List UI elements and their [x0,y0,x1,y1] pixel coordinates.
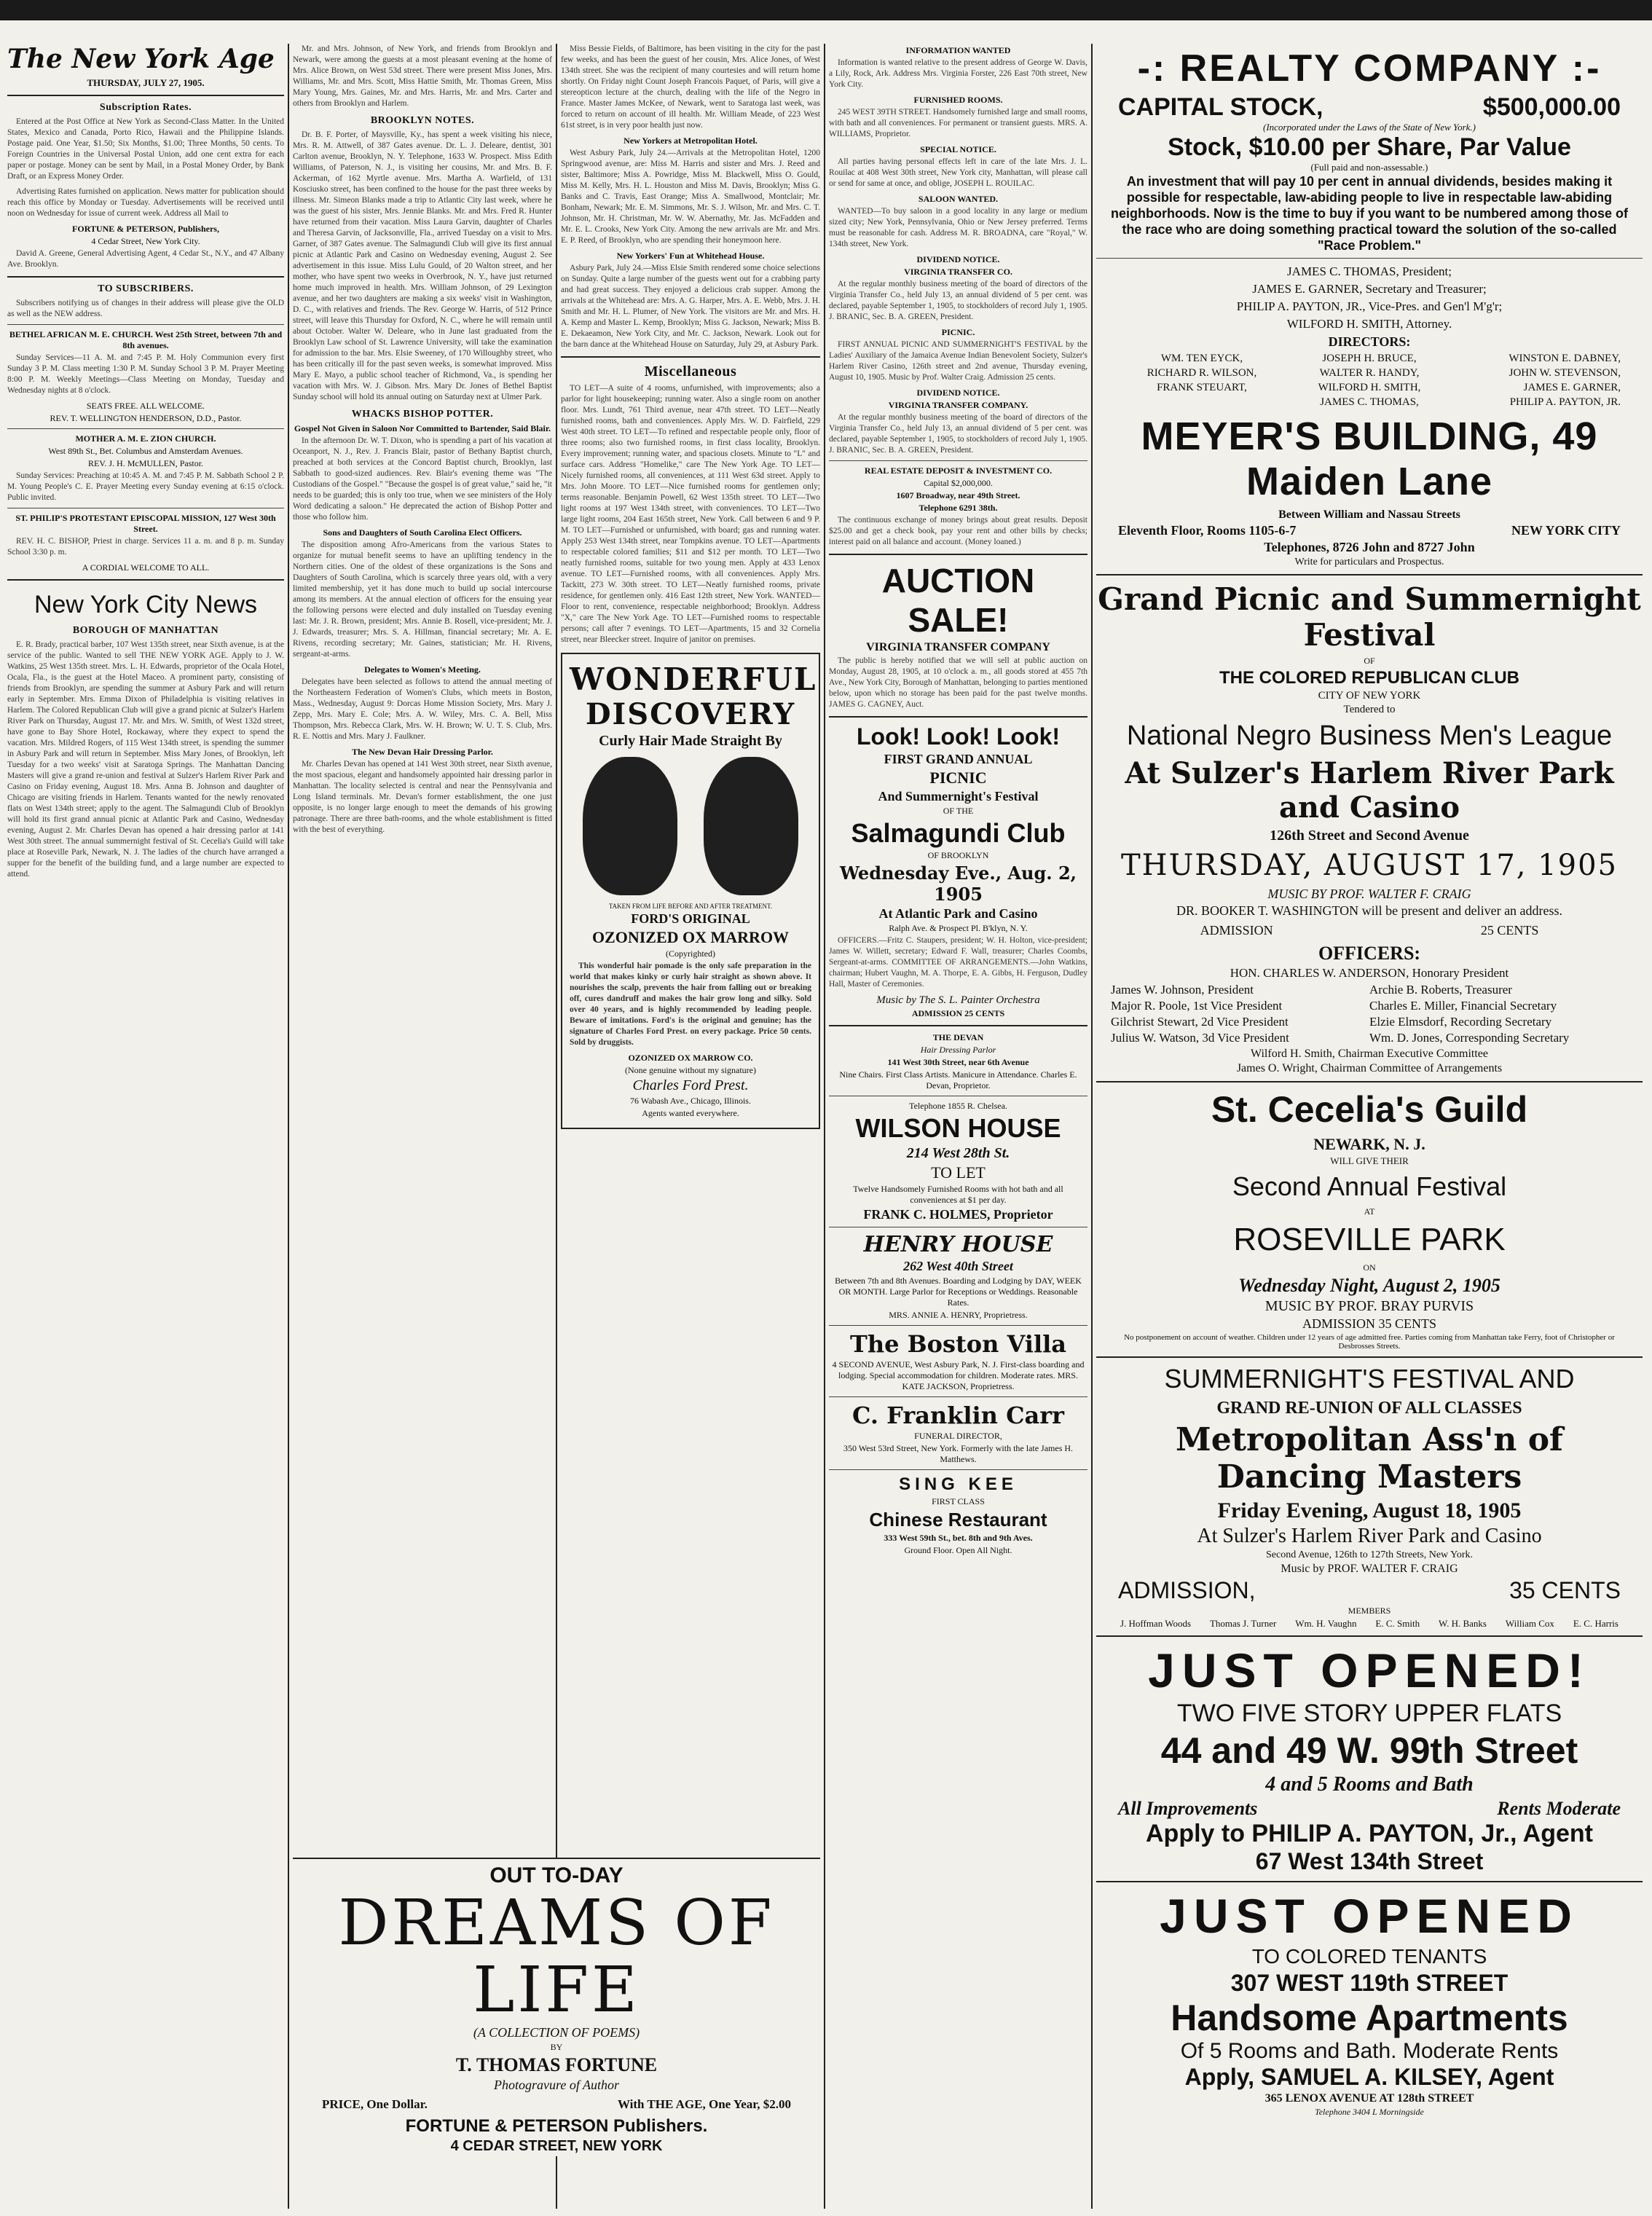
capital-amount: $500,000.00 [1482,93,1621,121]
book-author: T. THOMAS FORTUNE [455,2054,658,2075]
book-publisher-address: 4 CEDAR STREET, NEW YORK [450,2138,663,2154]
book-title: DREAMS OF LIFE [338,1887,775,2027]
salma-of-brooklyn: OF BROOKLYN [927,850,989,860]
director: JAMES C. THOMAS, [1320,396,1419,408]
dividend-heading: DIVIDEND NOTICE. [916,254,1000,264]
st-philip-heading: ST. PHILIP'S PROTESTANT EPISCOPAL MISSION, 127 West 30th Street. [15,513,276,534]
directors-list [1096,351,1643,409]
member: E. C. Harris [1573,1618,1618,1629]
apply-kilsey: Apply, SAMUEL A. KILSEY, Agent [1184,2064,1554,2090]
member: W. H. Banks [1439,1618,1487,1629]
subscription-heading: Subscription Rates. [99,102,192,113]
out-today: OUT TO-DAY [489,1863,624,1887]
sulzer-venue-2: At Sulzer's Harlem River Park and Casino [1197,1525,1542,1547]
cecelia-music: MUSIC BY PROF. BRAY PURVIS [1264,1298,1474,1314]
member: E. C. Smith [1375,1618,1420,1629]
cecelia-newark: NEWARK, N. J. [1313,1135,1425,1153]
boston-desc: 4 SECOND AVENUE, West Asbury Park, N. J. First-class boarding and lodging. Special accommodation for children. Moderate rates. MRS. KATE JACKSON, Proprietress. [832,1359,1085,1391]
gospel-text: In the afternoon Dr. W. T. Dixon, who is spending a part of his vacation at Oceanport, N. J., Rev. J. Francis Blair, pastor of Bethany Baptist church, preached at both services at the Concord Baptist church, Brooklyn, last Sabbath to good-sized audiences. Rev. Blair's evening theme was "The Custodians of the Gospel." "Because the gospel is of great value," said he, "it needs to be guarded; this is only too true, when we see ministers of the Holy Word dedicating a saloon." He deprecated the action of Bishop Potter and those who follow him. [293,436,552,522]
improvements: All Improvements [1118,1798,1258,1819]
special-text: All parties having personal effects left in care of the late Mrs. J. L. Rouilac at 408 West 30th street, New York city, Manhattan, will please call or send for same at once, and oblige, JOSEPH L. ROUILAC. [829,157,1087,188]
lenox-address: 365 LENOX AVENUE AT 128th STREET [1264,2092,1474,2105]
w119-address: 307 WEST 119th STREET [1230,1970,1509,1996]
officer-vice-president: PHILIP A. PAYTON, JR., Vice-Pres. and Gen'l M'g'r; [1236,299,1503,313]
furnished-text: 245 WEST 39TH STREET. Handsomely furnished large and small rooms, with bath and all conveniences. For permanent or transient guests. MRS. A. WILLIAMS, Proprietor. [829,108,1087,138]
sons-heading: Sons and Daughters of South Carolina Elect Officers. [323,527,522,538]
agent-text: David A. Greene, General Advertising Agent, 4 Cedar St., N.Y., and 47 Albany Ave. Brooklyn. [7,249,284,269]
business-league: National Negro Business Men's League [1126,720,1613,751]
member: William Cox [1505,1618,1554,1629]
cordial-welcome: A CORDIAL WELCOME TO ALL. [82,562,210,573]
delegates-heading: Delegates to Women's Meeting. [364,664,481,675]
seats-free: SEATS FREE. ALL WELCOME. [86,401,205,411]
wilson-proprietor: FRANK C. HOLMES, Proprietor [863,1207,1053,1222]
ad-company: OZONIZED OX MARROW CO. [628,1053,753,1063]
wilson-phone: Telephone 1855 R. Chelsea. [909,1101,1007,1111]
before-after-portraits [570,757,811,895]
advertising-text: Advertising Rates furnished on application. News matter for publication should reach this office by Monday or Tuesday. Advertisements will be received until noon on Wednesday for issue of current week. Address all Mail to [7,187,284,218]
carr-title: FUNERAL DIRECTOR, [914,1431,1002,1441]
tendered-to: Tendered to [1343,704,1396,715]
carr-name: C. Franklin Carr [851,1402,1064,1429]
book-by: BY [550,2042,563,2052]
sing-first-class: FIRST CLASS [932,1496,985,1506]
wilson-desc: Twelve Handsomely Furnished Rooms with hot bath and all conveniences at $1 per day. [853,1184,1063,1205]
vtc-heading: VIRGINIA TRANSFER CO. [904,267,1012,277]
auction-heading: AUCTION SALE! [881,562,1035,639]
devan-ad-sub: Hair Dressing Parlor [920,1045,996,1055]
zion-heading: MOTHER A. M. E. ZION CHURCH. [75,433,216,444]
real-estate-address: 1607 Broadway, near 49th Street. [896,490,1020,500]
brooklyn-notes-text: Dr. B. F. Porter, of Maysville, Ky., has spent a week visiting his niece, Mrs. R. M. Attwell, of 387 Gates avenue. Dr. L. J. Deleare, dentist, 301 Carlton avenue, Brooklyn, N. Y. Telephone, 1633 W. Prospect. Miss Edith Williams, of Paterson, N. J., is visiting her cousins, Mr. and Mrs. B. F. Ackerman, of 162 Myrtle avenue. Mrs. Martha A. Warfield, of 131 Kosciusko street, has been confined to the house for the past three weeks by illness. Mr. Simeon Blanks made a trip to Atlantic City last week, where he was the guest of his sister, Mrs. Jennie Blanks. Mr. and Mrs. Fred R. Hunter have returned from their vacation. Miss Laura Garvin, daughter of Charles and Theresa Garvin, of Jacksonville, Fla., arrived Tuesday on a visit to Mrs. Garner, of 387 Gates avenue. The Salmagundi Club will give its first annual picnic at Atlantic Park and Casino on Wednesday evening, August 2. See advertisement in this issue. Miss Lulu Gould, of 20 Walton street, and her mother, who have spent two weeks in Overbrook, N. Y., have just returned home much improved in health. Mrs. William Johnson, of 29 Lexington avenue, and her two daughters are making a six weeks' visit in Washington, D. C., with relatives and friends. The Rev. George W. Harris, of 512 Prince street, will leave this Thursday for Oxford, N. C., where he will remain until about October. Walter W. Deleare, who in June last graduated from the Brooklyn Law school of St. Lawrence University, will take the examination for admission to the bar. Mrs. Elsie Sweeney, of 170 Willoughby street, who has been critically ill for the past seven weeks, is somewhat improved. Miss Mary E. Mayo, a public school teacher of Richmond, Va., is spending her vacation with Mrs. W. J. Gibson. Mrs. Mary Dr. Jones of Bethel Baptist Sunday school will hold its annual outing on Saturday next at Ulmer Park. [293,130,552,401]
reunion-music: Music by PROF. WALTER F. CRAIG [1281,1563,1458,1575]
social-notes-text: Mr. and Mrs. Johnson, of New York, and friends from Brooklyn and Newark, were among the guests at a most pleasant evening at the home of Mrs. Alice Brown, on West 53d street. There were present Miss Jones, Mrs. Williams, Mr. and Mrs. Scott, Miss Hattie Smith, Mr. Thomas Green, Miss Mary Young, Mrs. Gaines, Mr. and Mrs. Harris, Mr. and Mrs. Carter and others from Brooklyn and Harlem. [293,44,552,108]
book-with-age: With THE AGE, One Year, $2.00 [617,2097,791,2111]
auction-text: The public is hereby notified that we will sell at public auction on Monday, August 28, 1905, at 10 o'clock a. m., all goods stored at 455 7th Ave., New York City, Borough of Manhattan, belonging to parties mentioned below, upon which no storage has been paid for the past twelve months. JAMES G. CAGNEY, Auct. [829,656,1087,709]
roseville-park: ROSEVILLE PARK [1233,1222,1506,1257]
book-subtitle: (A COLLECTION OF POEMS) [473,2025,640,2040]
just-opened-heading: JUST OPENED! [1148,1643,1591,1697]
members-heading: MEMBERS [1348,1606,1391,1616]
officer: Gilchrist Stewart, 2d Vice President [1111,1015,1289,1029]
republican-club: THE COLORED REPUBLICAN CLUB [1219,668,1519,688]
apply-payton: Apply to PHILIP A. PAYTON, Jr., Agent [1146,1820,1593,1847]
director: JAMES E. GARNER, [1523,382,1621,393]
salma-festival: And Summernight's Festival [878,789,1039,804]
henry-address: 262 West 40th Street [903,1259,1013,1273]
bethel-text: Sunday Services—11 A. M. and 7:45 P. M. Holy Communion every first Sunday 3 P. M. Class meeting 1:30 P. M. Sunday School 3 P. M. Prayer Meeting 8:00 P. M. Weekly Meetings—Class Meeting on Monday, Tuesday and Wednesday nights at 8 o'clock. [7,353,284,395]
whitehead-heading: New Yorkers' Fun at Whitehead House. [616,251,765,261]
whacks-heading: WHACKS BISHOP POTTER. [351,409,494,420]
book-price: PRICE, One Dollar. [322,2097,428,2111]
second-annual: Second Annual Festival [1232,1171,1507,1201]
full-paid: (Full paid and non-assessable.) [1310,162,1428,173]
capital-stock [1096,93,1643,122]
capital-label: CAPITAL STOCK, [1118,93,1323,121]
salma-venue-address: Ralph Ave. & Prospect Pl. B'klyn, N. Y. [889,923,1028,933]
classified-text: TO LET—A suite of 4 rooms, unfurnished, with improvements; also a parlor for light housekeeping; running water. Also a single room on another floor. Mrs. Lundt, 761 Third avenue, near 47th street. TO LET—Neatly furnished rooms, bath and conveniences. Apply Mrs. W. D. Fairfield, 229 West 40th street. TO LET—To refined and respectable people only, floor of three rooms; also two furnished rooms, in first class locality, Brooklyn. Every improvement; running water, and spacious closets. Minute to "L" and surface cars. Address "Homelike," care The New York Age. TO LET—Nicely furnished rooms, all conveniences, at 111 West 63d street. Apply to Mrs. John Moore. TO LET—Nice furnished rooms for gentlemen only; terms reasonable. Benjamin Powell, 62 West 135th street. TO LET—Two light rooms at 197 West 134th street, with conveniences. TO LET—Two large light rooms, 204 East 165th street, New York. Call between 6 and 9 P. M. TO LET—Furnished or unfurnished, with board; gas and running water. Apply 253 West 134th street, near Tompkins avenue. TO LET—Apartments to respectable colored families; $11 and $12 per month. TO LET—Two neatly furnished rooms, suitable for two young men. Apply at 433 Lenox avenue. TO LET—Furnished rooms, with all conveniences. Apply Mrs. Tackitt, 273 W. 30th street. TO LET—Neatly furnished rooms, private residence, for gentlemen only. 416 East 12th street, New York. WANTED—Floor to rent, convenience, respectable neighborhood; Brooklyn. Address "X," care The New York Age. TO LET—Furnished rooms to respectable persons; call after 7 evenings. TO LET—Apartments, 15 and 32 Cornelia street, near Bleecker street. Inquire of janitor on premises. [561,384,820,644]
delegates-text: Delegates have been selected as follows to attend the annual meeting of the Northeastern Federation of Women's Clubs, which meets in Boston, Mass., Wednesday, August 9: Dorcas Home Mission Society, Mrs. Mary J. Zepp, Mrs. Mary E. Cole; Mrs. A. W. Wiley, Mrs. C. A. Bell, Miss Thompson, Mrs. Rebecca Clark, Mrs. W. H. Brown; W. U. T. S. Club, Mrs. R. E. Nottis and Mrs. Mary J. Faulkner. [293,677,552,741]
whitehead-text: Asbury Park, July 24.—Miss Elsie Smith rendered some choice selections on Sunday. Quite a large number of the guests went out for a crabbing party and had great success. They enjoyed a delicious crab supper. Among the arrivals at the Whitehead are: Mrs. A. G. Harper, Mrs. A. E. Webb, Mrs. J. H. Smith and Mr. H. L. Plumer, of New York. The visitors are Mr. and Mrs. H. A. Kemp and Master L. Kemp, Brooklyn; Miss G. Jackson, Newark; Miss B. E. Dekaeamon, New York City, and Mr. C. Jackson, Newark. Look out for the barn dance at the Whitehead House on Saturday, July 29, at Asbury Park. [561,264,820,349]
director: WM. TEN EYCK, [1160,353,1243,364]
incorporated: (Incorporated under the Laws of the State of New York.) [1262,122,1476,133]
honorary-president: HON. CHARLES W. ANDERSON, Honorary President [1230,966,1509,980]
officer-president: JAMES C. THOMAS, President; [1287,264,1452,278]
column-5 [1096,44,1643,2209]
club-officers [1096,982,1643,1046]
info-wanted-heading: INFORMATION WANTED [905,45,1011,55]
cecelia-guild: St. Cecelia's Guild [1211,1089,1528,1130]
devan-ad-desc: Nine Chairs. First Class Artists. Manicure in Attendance. Charles E. Devan, Proprietor. [839,1069,1077,1091]
directors-heading: DIRECTORS: [1328,334,1411,349]
brooklyn-notes-heading: BROOKLYN NOTES. [370,115,475,126]
salma-officers: OFFICERS.—Fritz C. Staupers, president; W. H. Holton, vice-president; James W. Willett, secretary; Edward F. Wall, treasurer; Charles Coombs, Sergeant-at-arms. COMMITTEE OF ARRANGEMENTS.—John Watkins, chairman; Hubert Vaughn, M. A. Thorpe, E. A. Gibbs, H. Ferguson, Dudley Hall, Master of Ceremonies. [829,936,1087,989]
metropolitan-heading: New Yorkers at Metropolitan Hotel. [624,135,758,146]
masthead-title: The New York Age [7,44,275,74]
salma-of-the: OF THE [943,806,974,816]
reunion-admission-label: ADMISSION, [1118,1577,1256,1603]
venue-street: 126th Street and Second Avenue [1270,828,1469,844]
officers-heading: OFFICERS: [1318,943,1421,964]
grand-reunion: GRAND RE-UNION OF ALL CLASSES [1216,1399,1522,1418]
book-photo: Photogravure of Author [494,2078,619,2092]
director: RICHARD R. WILSON, [1146,367,1257,379]
salma-first-grand: FIRST GRAND ANNUAL [884,752,1033,766]
zion-text: Sunday Services: Preaching at 10:45 A. M. and 7:45 P. M. Sabbath School 2 P. M. Young People's C. E. Prayer Meeting every Sunday evening at 6:15 o'clock. Public invited. [7,471,284,502]
borough-heading: BOROUGH OF MANHATTAN [72,625,219,636]
friday-date: Friday Evening, August 18, 1905 [1217,1498,1522,1522]
cecelia-notice: No postponement on account of weather. Children under 12 years of age admitted free. Parties coming from Manhattan take Ferry, foot of Christopher or Desbrosses Streets. [1124,1333,1615,1351]
bethel-heading: BETHEL AFRICAN M. E. CHURCH. West 25th Street, between 7th and 8th avenues. [9,329,283,350]
subscribers-heading: TO SUBSCRIBERS. [98,283,194,294]
real-estate-phone: Telephone 6291 38th. [919,503,998,513]
real-estate-heading: REAL ESTATE DEPOSIT & INVESTMENT CO. [864,465,1053,476]
zion-pastor: REV. J. H. McMULLEN, Pastor. [87,458,204,468]
ad-product: OZONIZED OX MARROW [591,928,790,946]
meyer-building: MEYER'S BUILDING, 49 Maiden Lane [1141,414,1598,503]
city-news-text: E. R. Brady, practical barber, 107 West 135th street, near Sixth avenue, is at the service of the public. Wanted to sell THE NEW YORK AGE. Apply to J. W. Watkins, 25 West 135th street. Mrs. L. H. Edwards, proprietor of the Ocala Hotel, Ocala, Fla., is the guest at the Hotel Maceo. A prominent party, consisting of friends from Brooklyn, are spending the summer at Asbury Park and will return early in September. Mrs. Emma Dixon of Philadelphia is visiting relatives in Harlem. The Colored Republican Club will give a grand picnic at Sulzer's Harlem River Park on Thursday, August 17. Mr. and Mrs. W. Smith, of West 132d street, have gone to Bay Shore Hotel, Rockaway, where they expect to spend the vacation. Mrs. Mildred Rogers, of 115 West 134th street, is spending the summer in Asbury Park and will return in September. Miss Mary Jones, of Brooklyn, left Tuesday for a two weeks' visit at Saratoga Springs. The Manhattan Dancing Masters will give a grand re-union and festival at Sulzer's Harlem River Park and Casino on Friday evening, August 18. Mrs. Anna B. Johnson and daughter of Chicago are visiting friends in Harlem. Tenants wanted for the newly renovated flats on West 134th street; apply to the agent. The Salmagundi Club of Brooklyn will hold its first grand annual picnic at Atlantic Park and Casino, Wednesday evening, August 2. Mr. Charles Devan has opened a hair dressing parlor at 141 West 30th street. The annual summernight festival of St. Cecelia's Guild will take place at Roseville Park, Newark, N. J. The ladies of the church have arranged a supper for the benefit of the building fund, and a large number are expected to attend. [7,640,284,879]
furnished-heading: FURNISHED ROOMS. [913,95,1003,105]
director: WINSTON E. DABNEY, [1509,353,1621,364]
officer: Wm. D. Jones, Corresponding Secretary [1369,1031,1570,1045]
look-heading: Look! Look! Look! [856,723,1061,750]
boston-villa: The Boston Villa [850,1330,1066,1358]
summernights-festival: SUMMERNIGHT'S FESTIVAL AND [1164,1364,1575,1394]
ad-headline-2: DISCOVERY [585,697,796,731]
wilson-house: WILSON HOUSE [855,1113,1061,1143]
zion-subheading: West 89th St., Bet. Columbus and Amsterdam Avenues. [48,446,243,456]
salma-admission: ADMISSION 25 CENTS [911,1008,1005,1018]
officer: Elzie Elmsdorf, Recording Secretary [1369,1015,1552,1029]
five-rooms: Of 5 Rooms and Bath. Moderate Rents [1180,2039,1559,2063]
portrait-before-image [583,757,677,895]
real-estate-capital: Capital $2,000,000. [924,478,993,488]
sons-text: The disposition among Afro-Americans from the various States to organize for mutual benefit seems to have an uplifting tendency in the Northern cities. One of the oldest of these organizations is the Sons and Daughters of South Carolina, which is scarcely three years old, with a very limited membership, yet it has done much to build up social intercourse among its members. At the annual election of officers for the ensuing year the following persons were elected and duly installed on Tuesday evening last: Mr. J. R. Brown, president; Mrs. Annie B. Rosell, vice-president; Mr. J. J. Edwards, treasurer; Mrs. S. A. Hillman, financial secretary; Mr. A. E. Rivens, recording secretary; Mr. Gaines, statistician; Mr. H. Rivens, sergeant-at-arms. [293,541,552,659]
rents-moderate: Rents Moderate [1497,1798,1621,1819]
meyer-floor: Eleventh Floor, Rooms 1105-6-7 [1118,523,1297,538]
picnic-date: THURSDAY, AUGUST 17, 1905 [1121,849,1618,882]
cecelia-admission: ADMISSION 35 CENTS [1302,1316,1437,1331]
meyer-city: NEW YORK CITY [1511,523,1621,538]
dreams-of-life-ad [293,1858,820,2156]
just-opened-heading-2: JUST OPENED [1160,1889,1579,1943]
book-publisher: FORTUNE & PETERSON Publishers. [405,2116,708,2136]
investment-text: An investment that will pay 10 per cent in annual dividends, besides making it possible for respectable, law-abiding people to live in respectable law-abiding neighborhoods. Now is the time to buy if you want to be numbered among those of the race who are doing something practical toward the solution of the so-called "Race Problem." [1111,174,1629,253]
booker-washington: DR. BOOKER T. WASHINGTON will be present and deliver an address. [1176,903,1563,918]
devan-heading: The New Devan Hair Dressing Parlor. [352,747,493,757]
chinese-open: Ground Floor. Open All Night. [904,1545,1012,1555]
ad-agents: Agents wanted everywhere. [642,1108,739,1118]
grand-picnic-heading: Grand Picnic and Summernight Festival [1098,581,1641,653]
auction-company: VIRGINIA TRANSFER COMPANY [866,641,1050,653]
portrait-after-image [704,757,798,895]
devan-ad-address: 141 West 30th Street, near 6th Avenue [887,1057,1029,1067]
morningside-phone: Telephone 3404 L Morningside [1315,2107,1424,2117]
director: JOHN W. STEVENSON, [1509,367,1621,379]
realty-officers [1096,263,1643,333]
subscribers-text: Subscribers notifying us of changes in their address will please give the OLD as well as the NEW address. [7,299,284,318]
saloon-text: WANTED—To buy saloon in a good locality in any large or medium sized city; New York, Pennsylvania, Ohio or New Jersey preferred. Terms must be reasonable for cash. Address M. R. BROADNA, care "Royal," W. 134th street, New York. [829,207,1087,248]
admission-label: ADMISSION [1200,923,1273,938]
salma-date: Wednesday Eve., Aug. 2, 1905 [839,863,1077,905]
officer: Charles E. Miller, Financial Secretary [1369,999,1557,1013]
flats-address: 44 and 49 W. 99th Street [1160,1730,1578,1771]
member: Wm. H. Vaughn [1295,1618,1357,1629]
ad-tagline: Curly Hair Made Straight By [599,733,782,749]
gospel-subheading: Gospel Not Given in Saloon Nor Committed to Bartender, Said Blair. [294,423,551,433]
real-estate-text: The continuous exchange of money brings about great results. Deposit $25.00 and get a check book, pay your rent and other bills by checks; interest paid on all balance and account. (Money loaned.) [829,516,1087,546]
officer-attorney: WILFORD H. SMITH, Attorney. [1286,317,1452,331]
chinese-restaurant: Chinese Restaurant [869,1509,1047,1531]
exec-chairman: Wilford H. Smith, Chairman Executive Committee [1251,1048,1488,1060]
rooms-bath: 4 and 5 Rooms and Bath [1265,1773,1474,1796]
apply-address: 67 West 134th Street [1255,1848,1484,1874]
city-news-heading: New York City News [34,591,258,618]
club-city: CITY OF NEW YORK [1318,690,1421,702]
devan-text: Mr. Charles Devan has opened at 141 West 30th street, near Sixth avenue, the most spacious, elegant and handsomely appointed hair dressing parlor in Manhattan. The locality selected is central and near the Pennsylvania and Long Island terminals. Mr. Devan's former establishment, the one just opposite, is no longer large enough to meet the demands of his growing patronage. There are three bath-rooms, and the whole establishment is fitted with the best of everything. [293,760,552,834]
column-1 [7,44,284,2209]
director: WILFORD H. SMITH, [1318,382,1421,393]
subscription-text: Entered at the Post Office at New York as Second-Class Matter. In the United States, Mexico and Canada, Porto Rico, Hawaii and the Philippine Islands. Postage paid. One Year, $1.50; Six Months, $1.00; Three Months, 50 cents. To Foreign Countries in the Universal Postal Union, add one cent extra for each paper or postage. Money can be sent by Mail, in a Postal Money Order, by Bank Draft, or an Express Money Order. [7,117,284,181]
handsome-apartments: Handsome Apartments [1171,1997,1568,2038]
bethel-pastor: REV. T. WELLINGTON HENDERSON, D.D., Pastor. [50,413,242,423]
director: PHILIP A. PAYTON, JR. [1509,396,1621,408]
share-price: Stock, $10.00 per Share, Par Value [1168,133,1571,161]
chinese-address: 333 West 59th St., bet. 8th and 9th Aves. [884,1533,1033,1543]
cecelia-on: ON [1363,1262,1376,1273]
column-rule [288,44,289,2209]
cecelia-date: Wednesday Night, August 2, 1905 [1238,1275,1500,1296]
henry-house: HENRY HOUSE [863,1232,1053,1257]
wilson-to-let: TO LET [931,1163,986,1182]
director: JOSEPH H. BRUCE, [1322,353,1417,364]
ad-headline: WONDERFUL [570,661,817,697]
director: WALTER R. HANDY, [1319,367,1420,379]
member: Thomas J. Turner [1209,1618,1277,1629]
salma-music: Music by The S. L. Painter Orchestra [876,994,1040,1006]
ad-brand-line: FORD'S ORIGINAL [631,911,750,926]
salma-venue: At Atlantic Park and Casino [878,906,1038,921]
sulzer-venue: At Sulzer's Harlem River Park and Casino [1125,756,1614,825]
picnic-text: FIRST ANNUAL PICNIC AND SUMMERNIGHT'S FESTIVAL by the Ladies' Auxiliary of the Jamaica Avenue Indian Benevolent Society, Sulzer's Harlem River Casino, 126th street and 2nd avenue, Thursday evening, August 10, 1905. Music by Prof. Walter Craig. Admission 25 cents. [829,340,1087,382]
grand-of: OF [1364,656,1375,666]
arrangements-chairman: James O. Wright, Chairman Committee of Arrangements [1236,1062,1503,1074]
member: J. Hoffman Woods [1120,1618,1192,1629]
ad-address: 76 Wabash Ave., Chicago, Illinois. [630,1096,751,1106]
reunion-admission-price: 35 CENTS [1509,1577,1621,1603]
metropolitan-text: West Asbury Park, July 24.—Arrivals at the Metropolitan Hotel, 1200 Springwood avenue, are: Miss M. Harris and sister and Mrs. J. Reed and sister, Baltimore; Miss A. Powridge, Miss M. Blackwell, Miss O. Gould, Miss M. Kelly, Mrs. H. L. Houston and Miss M. Davis, Brooklyn; Miss G. Banks and C. Travis, East Orange; Miss A. Smallwood, Montclair; Mr. Bonham, Newark; Mr. E. M. Simmons, Mr. S. J. Wilson, Mr. and Mrs. C. T. Johnson, Mr. H. Christman, Mr. W. W. Abernathy, Mr. Jas. McFadden and Mr. E. L. Crooks, New York City. Among the new arrivals are Mr. and Mrs. E. P. Reed, of Brooklyn, who are spending their honeymoon here. [561,149,820,245]
special-heading: SPECIAL NOTICE. [920,144,996,154]
meyer-phones: Telephones, 8726 John and 8727 John [1264,540,1475,554]
issue-date: THURSDAY, JULY 27, 1905. [87,77,205,88]
sing-kee: SING KEE [899,1474,1018,1494]
officer-secretary: JAMES E. GARNER, Secretary and Treasurer; [1252,282,1487,296]
picnic-music: MUSIC BY PROF. WALTER F. CRAIG [1267,887,1471,901]
venue-second-ave: Second Avenue, 126th to 127th Streets, New York. [1266,1549,1473,1560]
vtc2-heading: VIRGINIA TRANSFER COMPANY. [888,400,1028,410]
wilson-address: 214 West 28th St. [906,1145,1010,1161]
scan-top-edge [0,0,1652,20]
ad-caption: TAKEN FROM LIFE BEFORE AND AFTER TREATMENT. [608,903,773,910]
salmagundi-club: Salmagundi Club [851,818,1066,848]
publisher-name: FORTUNE & PETERSON, Publishers, [72,224,219,234]
henry-proprietor: MRS. ANNIE A. HENRY, Proprietress. [889,1310,1028,1320]
meyer-between: Between William and Nassau Streets [1278,508,1460,521]
officer: Julius W. Watson, 3d Vice President [1111,1031,1289,1045]
publisher-address: 4 Cedar Street, New York City. [91,236,200,246]
ox-marrow-ad [561,653,820,1129]
officer: Archie B. Roberts, Treasurer [1369,983,1512,997]
henry-desc: Between 7th and 8th Avenues. Boarding and Lodging by DAY, WEEK OR MONTH. Large Parlor for Receptions or Weddings. Reasonable Rates. [835,1276,1082,1308]
two-five-story: TWO FIVE STORY UPPER FLATS [1176,1700,1562,1727]
carr-address: 350 West 53rd Street, New York. Formerly with the late James H. Matthews. [843,1443,1074,1464]
st-philip-text: REV. H. C. BISHOP, Priest in charge. Services 11 a. m. and 8 p. m. Sunday School 3:30 p. m. [7,537,284,557]
meyer-write: Write for particulars and Prospectus. [1294,557,1444,567]
admission-price: 25 CENTS [1480,923,1539,938]
saloon-heading: SALOON WANTED. [918,194,999,204]
director [1118,395,1286,409]
dancing-masters: Metropolitan Ass'n of Dancing Masters [1176,1421,1563,1496]
cecelia-will-give: WILL GIVE THEIR [1330,1155,1409,1166]
ad-copyright: (Copyrighted) [666,948,715,959]
colored-tenants: TO COLORED TENANTS [1251,1945,1487,1968]
column-4 [829,44,1087,2209]
cecelia-at: AT [1364,1206,1375,1217]
misc-notes-text: Miss Bessie Fields, of Baltimore, has been visiting in the city for the past few weeks, and has been the guest of her cousin, Mrs. Alice Jones, of West 134th street. She was the recipient of many courtesies and will return home shortly. On Friday night Count Joseph Francois Paquet, of Paris, will give a stereopticon lecture at the church, dealing with the life of the Negro in France. Master James McKee, of Newark, went to Saratoga last week, was forced to return on account of ill health. Mr. William Meade, of 223 West 61st street, is in very poor health just now. [561,44,820,130]
director: FRANK STEUART, [1157,382,1247,393]
dividend2-text: At the regular monthly business meeting of the board of directors of the Virginia Transfer Co., held July 13, an annual dividend of 5 per cent. was declared, payable September 1, 1905, to stockholders of record July 1, 1905. J. BRANIC, Sec. B. A. GREEN, President. [829,413,1087,455]
column-rule [824,44,825,2209]
officer: Major R. Poole, 1st Vice President [1111,999,1283,1013]
officer: James W. Johnson, President [1111,983,1254,997]
column-rule [1091,44,1093,2209]
ad-body: This wonderful hair pomade is the only safe preparation in the world that makes kinky or curly hair straight as shown above. It nourishes the scalp, prevents the hair from falling out or breaking off, cures dandruff and makes the hair grow long and silky. Sold over 40 years, and is highly recommended by leading people. Beware of imitations. Ford's is the original and genuine; has the signature of Charles Ford Prest. on every package. Price 50 cents. Sold by druggists. [570,962,811,1047]
dividend2-heading: DIVIDEND NOTICE. [916,388,1000,398]
info-wanted-text: Information is wanted relative to the present address of George W. Davis, a Lily, Rock, Ark. Address Mrs. Virginia Forster, 226 East 70th street, New York City. [829,58,1087,89]
realty-heading: -: REALTY COMPANY :- [1137,47,1602,90]
salma-picnic: PICNIC [929,769,987,787]
devan-ad-name: THE DEVAN [932,1032,984,1042]
ad-signature: Charles Ford Prest. [632,1077,749,1093]
picnic-heading: PICNIC. [941,327,975,337]
ad-genuine: (None genuine without my signature) [625,1065,756,1075]
dividend-text: At the regular monthly business meeting of the board of directors of the Virginia Transfer Co., held July 13, an annual dividend of 5 per cent. was declared, payable September 1, 1905, to stockholders of record July 1, 1905. J. BRANIC, Sec. B. A. GREEN, President. [829,280,1087,321]
miscellaneous-heading: Miscellaneous [644,364,737,380]
